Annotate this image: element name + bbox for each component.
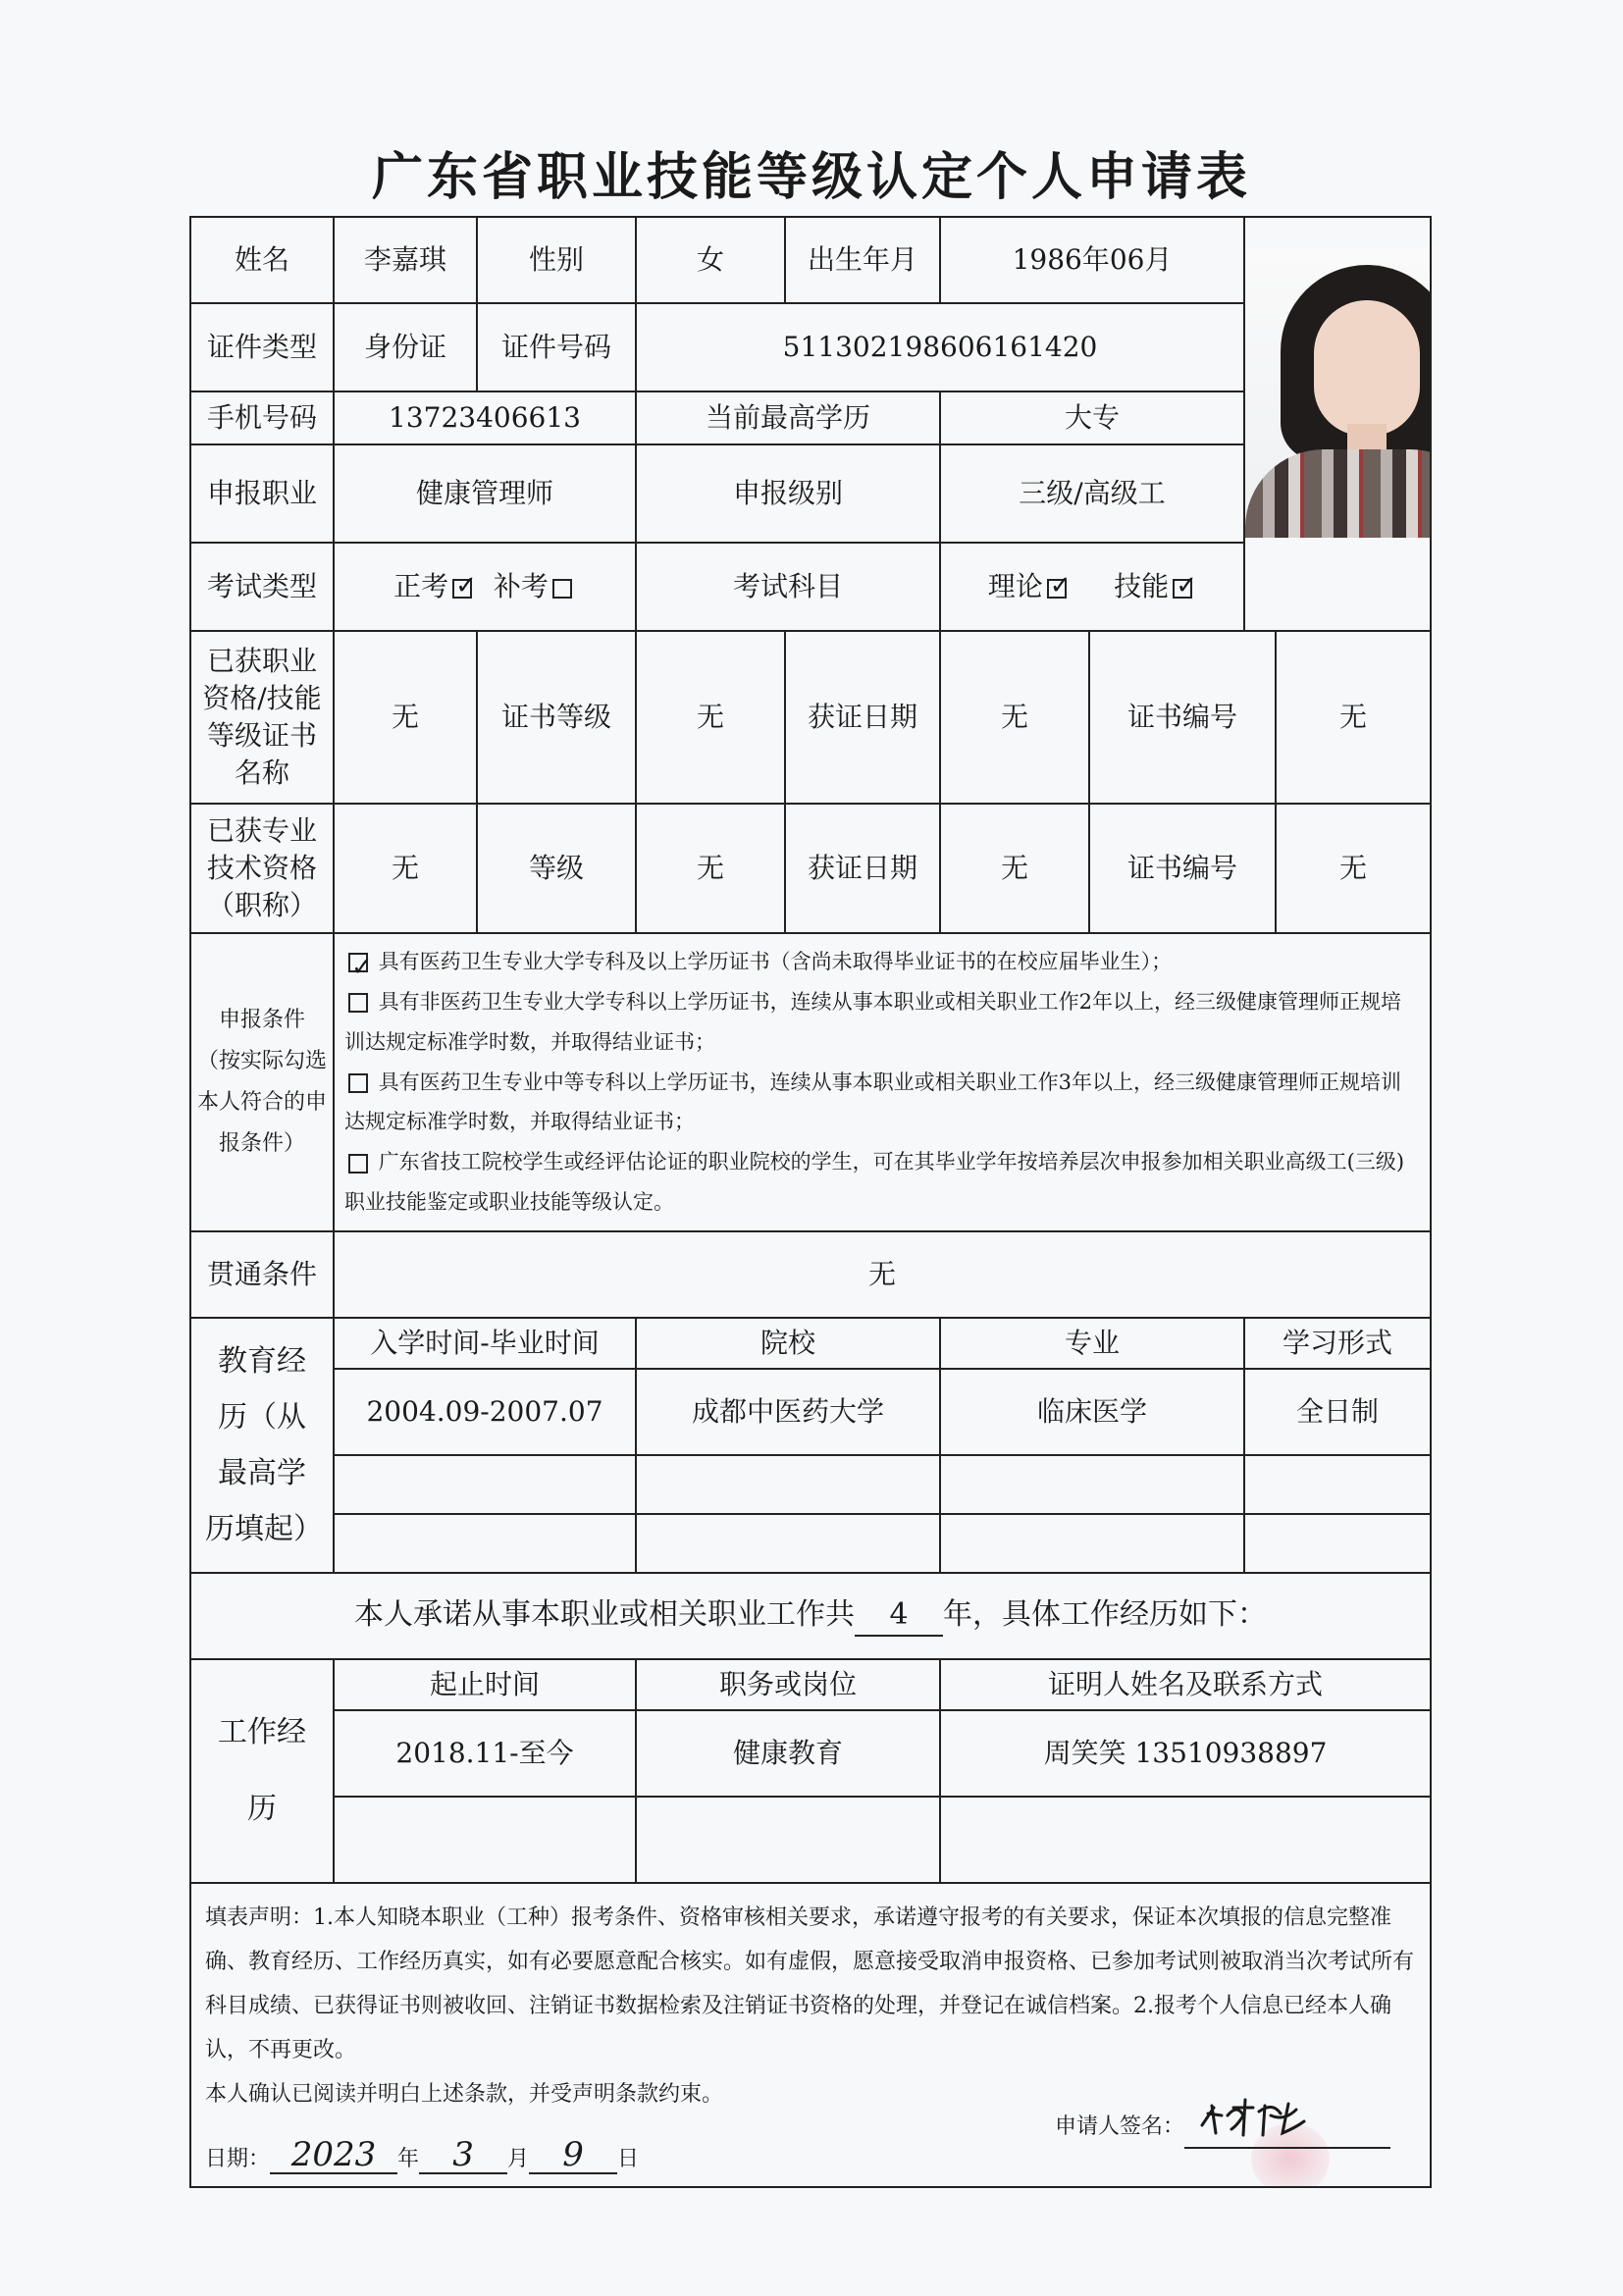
condition-1-text: 具有医药卫生专业大学专科及以上学历证书（含尚未取得毕业证书的在校应届毕业生）； (378, 949, 1173, 973)
cert-level-value: 无 (636, 631, 785, 804)
signature-row (1055, 2105, 1390, 2149)
education-label: 当前最高学历 (636, 391, 940, 444)
edu-period: 2004.09-2007.07 (334, 1369, 636, 1455)
birth-label: 出生年月 (785, 217, 940, 303)
edu-col-major: 专业 (940, 1318, 1244, 1369)
handwritten-signature (1194, 2086, 1332, 2145)
title-no-value: 无 (1276, 804, 1431, 933)
declaration-cell (190, 1883, 1431, 2187)
title-level-value: 无 (636, 804, 785, 933)
work-col-reference: 证明人姓名及联系方式 (940, 1659, 1431, 1710)
condition-1-checkbox[interactable] (348, 953, 368, 972)
title-date-label: 获证日期 (785, 804, 940, 933)
id-no-label: 证件号码 (477, 303, 636, 391)
date-year[interactable]: 2023 (270, 2137, 397, 2174)
exam-theory-label: 理论 (987, 570, 1043, 603)
level-value: 三级/高级工 (940, 444, 1244, 543)
occupation-value: 健康管理师 (334, 444, 636, 543)
conditions-list (334, 933, 1431, 1231)
id-type-value: 身份证 (334, 303, 477, 391)
condition-4-checkbox[interactable] (348, 1154, 368, 1174)
commitment-suffix: 年，具体工作经历如下： (943, 1596, 1267, 1632)
name-value: 李嘉琪 (334, 217, 477, 303)
occupation-label: 申报职业 (190, 444, 334, 543)
exam-skill-checkbox[interactable] (1173, 579, 1192, 599)
work-empty-cell (334, 1797, 636, 1883)
work-empty-cell (636, 1797, 940, 1883)
gender-label: 性别 (477, 217, 636, 303)
date-year-unit: 年 (397, 2147, 420, 2171)
edu-empty-cell (334, 1455, 636, 1514)
edu-col-period: 入学时间-毕业时间 (334, 1318, 636, 1369)
edu-label: 教育经历（从最高学历填起） (190, 1318, 334, 1573)
edu-empty-cell (636, 1514, 940, 1573)
date-month-unit: 月 (507, 2147, 530, 2171)
date-label: 日期： (205, 2147, 271, 2171)
condition-4-text: 广东省技工院校学生或经评估论证的职业院校的学生，可在其毕业学年按培养层次申报参加相关职业高级工(三级)职业技能鉴定或职业技能等级认定。 (344, 1150, 1405, 1215)
declaration-text: 填表声明：1.本人知晓本职业（工种）报考条件、资格审核相关要求，承诺遵守报考的有关要求，保证本次填报的信息完整准确、教育经历、工作经历真实，如有必要愿意配合核实。如有虚假，愿意接受取消申报资格、已参加考试则被取消当次考试所有科目成绩、已获得证书则被收回、注销证书数据检索及注销证书资格的处理，并登记在诚信档案。2.报考个人信息已经本人确认，不再更改。 (205, 1905, 1415, 2063)
cert-name-label: 已获职业资格/技能等级证书名称 (190, 631, 334, 804)
level-label: 申报级别 (636, 444, 940, 543)
edu-school: 成都中医药大学 (636, 1369, 940, 1455)
declaration-confirm: 本人确认已阅读并明白上述条款，并受声明条款约束。 (205, 2082, 724, 2108)
phone-label: 手机号码 (190, 391, 334, 444)
title-name-value: 无 (334, 804, 477, 933)
title-level-label: 等级 (477, 804, 636, 933)
cert-no-label: 证书编号 (1089, 631, 1276, 804)
date-day[interactable]: 9 (529, 2137, 617, 2174)
work-label: 工作经历 (190, 1659, 334, 1883)
title-date-value: 无 (940, 804, 1089, 933)
condition-item (344, 942, 1420, 982)
work-col-position: 职务或岗位 (636, 1659, 940, 1710)
edu-major: 临床医学 (940, 1369, 1244, 1455)
signature-field[interactable] (1184, 2110, 1390, 2149)
exam-regular-checkbox[interactable] (452, 579, 472, 599)
condition-2-checkbox[interactable] (348, 993, 368, 1013)
edu-col-mode: 学习形式 (1244, 1318, 1431, 1369)
signature-label: 申请人签名： (1055, 2114, 1185, 2139)
edu-empty-cell (1244, 1455, 1431, 1514)
commitment-row (190, 1573, 1431, 1659)
exam-regular-label: 正考 (393, 570, 449, 603)
work-reference: 周笑笑 13510938897 (940, 1710, 1431, 1797)
exam-makeup-checkbox[interactable] (552, 579, 572, 599)
conditions-label-cell (190, 933, 334, 1231)
edu-col-school: 院校 (636, 1318, 940, 1369)
exam-subject-value (940, 543, 1244, 631)
exam-theory-checkbox[interactable] (1047, 579, 1067, 599)
cert-name-value: 无 (334, 631, 477, 804)
edu-empty-cell (940, 1514, 1244, 1573)
condition-3-checkbox[interactable] (348, 1073, 368, 1093)
title-label: 已获专业技术资格（职称） (190, 804, 334, 933)
exam-skill-label: 技能 (1114, 570, 1170, 603)
condition-item (344, 982, 1420, 1063)
edu-empty-cell (940, 1455, 1244, 1514)
applicant-photo (1245, 247, 1431, 538)
through-label: 贯通条件 (190, 1231, 334, 1318)
edu-empty-cell (1244, 1514, 1431, 1573)
cert-level-label: 证书等级 (477, 631, 636, 804)
commitment-years: 4 (855, 1595, 943, 1638)
phone-value: 13723406613 (334, 391, 636, 444)
education-value: 大专 (940, 391, 1244, 444)
edu-empty-cell (334, 1514, 636, 1573)
condition-3-text: 具有医药卫生专业中等专科以上学历证书，连续从事本职业或相关职业工作3年以上，经三级健康管理师正规培训达规定标准学时数，并取得结业证书； (344, 1070, 1402, 1134)
condition-item (344, 1063, 1420, 1143)
commitment-prefix: 本人承诺从事本职业或相关职业工作共 (354, 1596, 855, 1632)
condition-2-text: 具有非医药卫生专业大学专科以上学历证书，连续从事本职业或相关职业工作2年以上，经三级健康管理师正规培训达规定标准学时数，并取得结业证书； (344, 989, 1402, 1054)
exam-type-label: 考试类型 (190, 543, 334, 631)
exam-subject-label: 考试科目 (636, 543, 940, 631)
work-position: 健康教育 (636, 1710, 940, 1797)
exam-makeup-label: 补考 (493, 570, 549, 603)
page-title: 广东省职业技能等级认定个人申请表 (371, 147, 1251, 207)
cert-no-value: 无 (1276, 631, 1431, 804)
gender-value: 女 (636, 217, 785, 303)
conditions-label: 申报条件 (218, 1008, 305, 1033)
date-row (205, 2137, 639, 2181)
edu-empty-cell (636, 1455, 940, 1514)
photo-cell (1244, 217, 1431, 631)
work-empty-cell (940, 1797, 1431, 1883)
id-type-label: 证件类型 (190, 303, 334, 391)
id-no-value: 511302198606161420 (636, 303, 1244, 391)
conditions-note: （按实际勾选本人符合的申报条件） (197, 1049, 328, 1156)
condition-item (344, 1142, 1420, 1223)
through-value: 无 (334, 1231, 1431, 1318)
name-label: 姓名 (190, 217, 334, 303)
cert-date-value: 无 (940, 631, 1089, 804)
work-period: 2018.11-至今 (334, 1710, 636, 1797)
title-no-label: 证书编号 (1089, 804, 1276, 933)
cert-date-label: 获证日期 (785, 631, 940, 804)
birth-value: 1986年06月 (940, 217, 1244, 303)
date-day-unit: 日 (617, 2147, 640, 2171)
date-month[interactable]: 3 (419, 2137, 507, 2174)
application-form (189, 216, 1432, 2188)
edu-mode: 全日制 (1244, 1369, 1431, 1455)
work-col-period: 起止时间 (334, 1659, 636, 1710)
exam-type-value (334, 543, 636, 631)
